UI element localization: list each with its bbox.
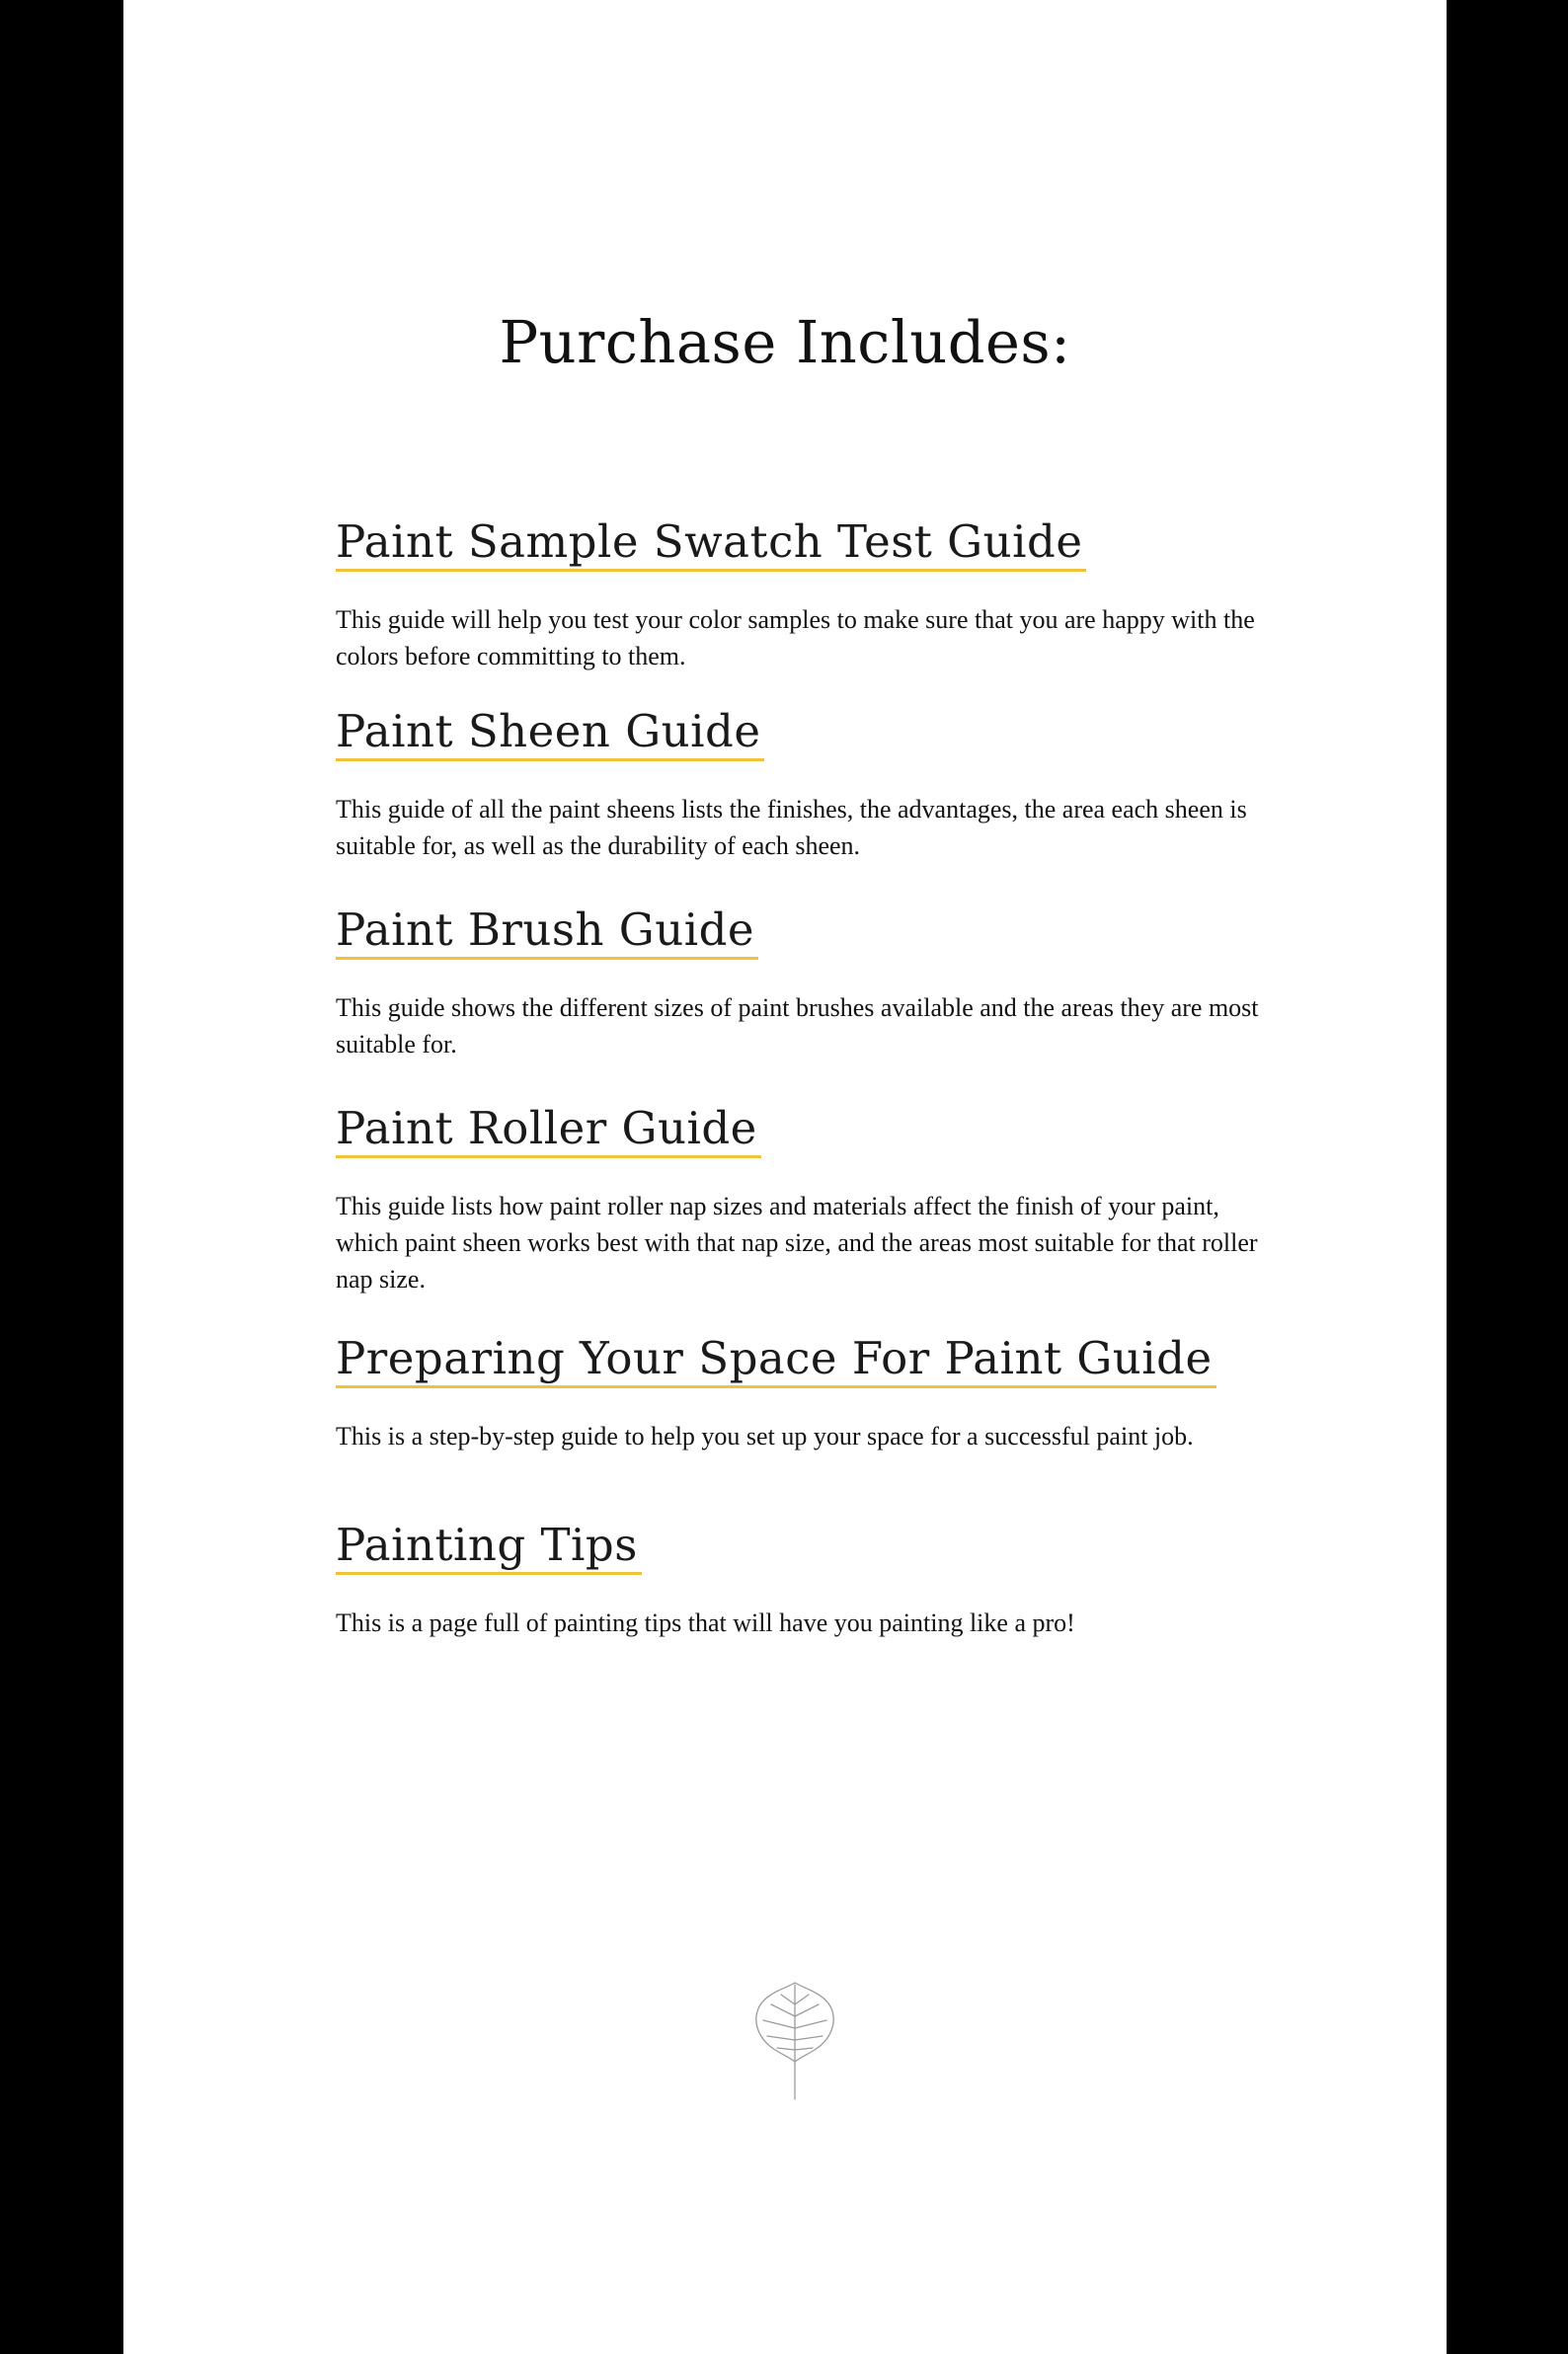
section-description: This guide lists how paint roller nap sizes and materials affect the finish of your paint, which paint sheen works best with that nap size, and the areas most suitable for that roller nap size. [336, 1192, 1258, 1294]
section-description: This guide will help you test your color samples to make sure that you are happy with the colors before committing to them. [336, 605, 1255, 670]
section-swatch-test-guide [336, 515, 1284, 674]
section-heading: Preparing Your Space For Paint Guide [336, 1332, 1216, 1388]
section-roller-guide [336, 1102, 1284, 1297]
section-heading: Paint Brush Guide [336, 903, 758, 960]
section-preparing-space-guide [336, 1332, 1284, 1454]
section-heading: Paint Sample Swatch Test Guide [336, 515, 1086, 572]
section-brush-guide [336, 903, 1284, 1062]
page-title: Purchase Includes: [499, 308, 1071, 376]
leaf-icon [745, 1975, 844, 2103]
section-heading: Paint Sheen Guide [336, 705, 764, 761]
section-heading: Paint Roller Guide [336, 1102, 761, 1158]
section-painting-tips [336, 1519, 1284, 1641]
section-description: This guide shows the different sizes of paint brushes available and the areas they are most suitable for. [336, 993, 1259, 1059]
section-description: This is a step-by-step guide to help you set up your space for a successful paint job. [336, 1422, 1194, 1451]
document-page [123, 0, 1447, 2354]
section-heading: Painting Tips [336, 1519, 642, 1575]
section-sheen-guide [336, 705, 1284, 864]
section-description: This is a page full of painting tips that will have you painting like a pro! [336, 1609, 1075, 1637]
section-description: This guide of all the paint sheens lists the finishes, the advantages, the area each sheen is suitable for, as well as the durability of each sheen. [336, 795, 1247, 860]
